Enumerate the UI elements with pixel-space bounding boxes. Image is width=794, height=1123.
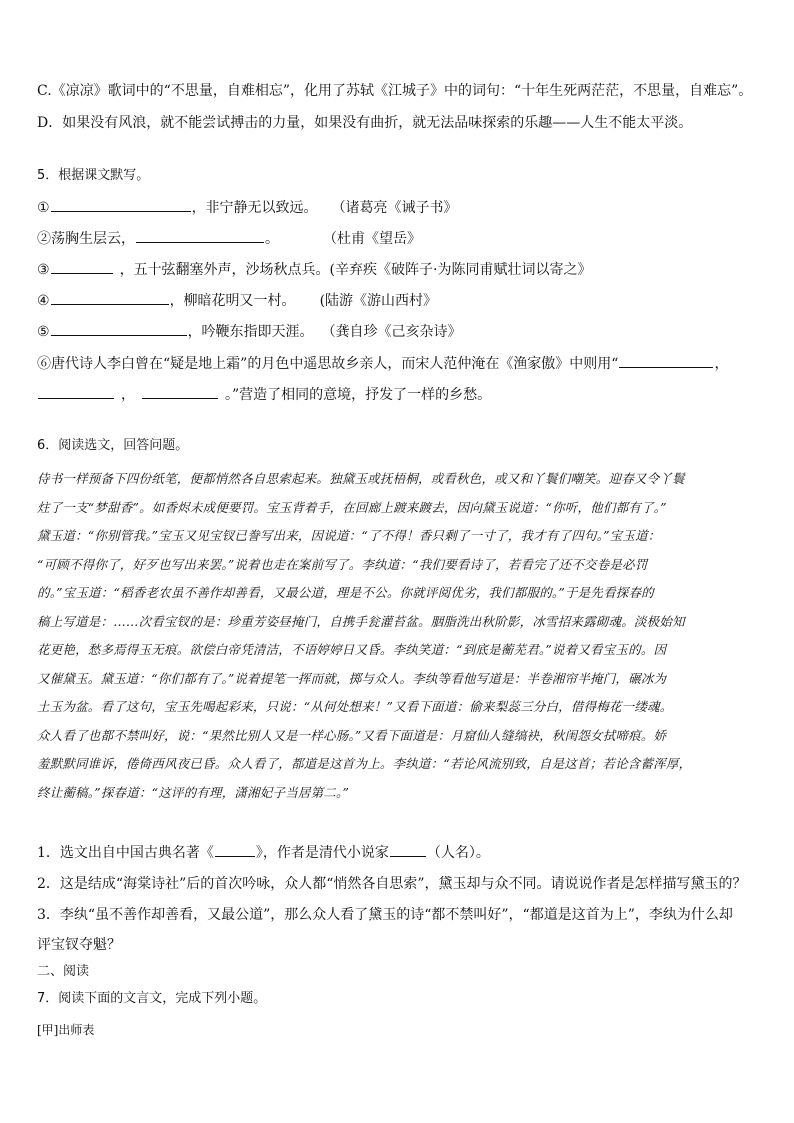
answer-blank[interactable] <box>142 384 218 399</box>
q7-title: 7．阅读下面的文言文，完成下列小题。 <box>37 991 267 1006</box>
q5-l3-text: ，五十弦翻塞外声，沙场秋点兵。(辛弃疾《破阵子·为陈同甫赋壮词以寄之》 <box>119 262 592 278</box>
q5-line-1 <box>37 197 458 218</box>
answer-blank[interactable] <box>51 321 187 336</box>
q5-line-4 <box>37 290 437 311</box>
option-c: C.《凉凉》歌词中的“不思量，自难相忘”，化用了苏轼《江城子》中的词句：“十年生死两茫茫，不思量，自难忘”。 <box>37 83 753 99</box>
passage-line: 炷了一支“梦甜香”。如香烬未成便要罚。宝玉背着手，在回廊上踱来踱去，因向黛玉说道：“你听，他们都有了。” <box>37 499 667 515</box>
section-2-title: 二、阅读 <box>37 964 90 979</box>
answer-blank[interactable] <box>38 384 114 399</box>
passage-line: 的。”宝玉道：“稻香老农虽不善作却善看，又最公道，理是不公。你就评阅优劣，我们都服的。”于是先看探春的 <box>37 585 654 600</box>
q7-sub-title: [甲]出师表 <box>37 1023 95 1037</box>
q5-line-6-cont <box>37 384 491 405</box>
q6-sub-3-cont: 评宝钗夺魁？ <box>37 937 121 953</box>
q6-s1-text: 1．选文出自中国古典名著《 <box>37 845 214 861</box>
passage-line: 黛玉道：“你别管我。”宝玉又见宝钗已誊写出来，因说道：“了不得！香只剩了一寸了，我才有了四句。”宝玉道： <box>37 528 661 543</box>
passage-line: 又催黛玉。黛玉道：“你们都有了。”说着提笔一挥而就，掷与众人。李纨等看他写道是：半卷湘帘半掩门，碾冰为 <box>37 670 667 686</box>
q5-title: 5．根据课文默写。 <box>37 168 150 183</box>
q5-l6-end: 。”营造了相同的意境，抒发了一样的乡愁。 <box>225 387 492 403</box>
q6-sub-3: 3．李纨“虽不善作却善看，又最公道”，那么众人看了黛玉的诗“都不禁叫好”，“都道是这首为上”，李纨为什么却 <box>37 907 733 923</box>
q5-line-3 <box>37 259 591 280</box>
q5-l1-source: （诸葛亮《诫子书》 <box>331 200 458 216</box>
answer-blank[interactable] <box>51 290 169 305</box>
q6-sub-1 <box>37 842 490 863</box>
q6-title: 6．阅读选文，回答问题。 <box>37 438 189 453</box>
q5-l4-text: ，柳暗花明又一村。 <box>169 293 296 309</box>
q5-line-6 <box>37 353 728 374</box>
option-d: D．如果没有风浪，就不能尝试搏击的力量，如果没有曲折，就无法品味探索的乐趣——人生不能太平淡。 <box>37 115 693 131</box>
q5-l1-text: ，非宁静无以致远。 <box>191 200 318 216</box>
q5-l4-marker: ④ <box>37 293 50 309</box>
q5-l2-text: ②荡胸生层云， <box>37 231 135 247</box>
answer-blank[interactable] <box>136 228 264 243</box>
q6-s1-end: （人名）。 <box>426 845 490 861</box>
q5-l6-comma2: ， <box>121 387 135 403</box>
answer-blank[interactable] <box>390 842 426 857</box>
passage-line: 众人看了也都不禁叫好，说：“果然比别人又是一样心肠。”又看下面道是：月窟仙人缝缟袂，秋闺怨女拭啼痕。娇 <box>37 727 667 743</box>
q5-l5-marker: ⑤ <box>37 324 50 340</box>
q6-sub-2: 2．这是结成“海棠诗社”后的首次吟咏，众人都“悄然各自思索”，黛玉却与众不同。请说说作者是怎样描写黛玉的？ <box>37 876 747 892</box>
answer-blank[interactable] <box>51 259 113 274</box>
q5-line-2 <box>37 228 421 249</box>
answer-blank[interactable] <box>215 842 255 857</box>
reading-passage <box>37 465 757 807</box>
q6-s1-mid: 》，作者是清代小说家 <box>255 845 389 861</box>
q5-l1-marker: ① <box>37 200 50 216</box>
q5-l2-end: 。 <box>265 231 279 247</box>
passage-line: 侍书一样预备下四份纸笔，便都悄然各自思索起来。独黛玉或抚梧桐，或看秋色，或又和丫鬟们嘲笑。迎春又令丫鬟 <box>37 471 685 486</box>
q5-l6-comma: ， <box>714 356 729 372</box>
q5-line-5 <box>37 321 462 342</box>
passage-line: 终让蘅稿。”探春道：“这评的有理，潇湘妃子当居第二。” <box>37 784 350 800</box>
q5-l6-text: ⑥唐代诗人李白曾在“疑是地上霜”的月色中遥思故乡亲人，而宋人范仲淹在《渔家傲》中则用“ <box>37 356 619 372</box>
passage-line: 花更艳，愁多焉得玉无痕。欲偿白帝凭清洁，不语婷婷日又昏。李纨笑道：“到底是蘅芜君。”说着又看宝玉的。因 <box>37 642 667 657</box>
answer-blank[interactable] <box>619 353 713 368</box>
passage-line: “可顾不得你了，好歹也写出来罢。”说着也走在案前写了。李纨道：“我们要看诗了，若看完了还不交卷是必罚 <box>37 556 648 572</box>
passage-line: 土玉为盆。看了这句，宝玉先喝起彩来，只说：“从何处想来！”又看下面道：偷来梨蕊三分白，借得梅花一缕魂。 <box>37 699 673 714</box>
passage-line: 稿上写道是：……次看宝钗的是：珍重芳姿昼掩门，自携手瓮灌苔盆。胭脂洗出秋阶影，冰雪招来露砌魂。淡极始知 <box>37 613 685 629</box>
q5-l5-text: ，吟鞭东指即天涯。 <box>187 324 314 340</box>
q5-l3-marker: ③ <box>37 262 50 278</box>
q5-l4-source: (陆游《游山西村》 <box>319 293 438 309</box>
passage-line: 羞默默同谁诉，倦倚西风夜已昏。众人看了，都道是这首为上。李纨道：“若论风流别致，自是这首；若论含蓄浑厚， <box>37 756 692 771</box>
answer-blank[interactable] <box>51 197 191 212</box>
q5-l2-source: （杜甫《望岳》 <box>323 231 421 247</box>
q5-l5-source: （龚自珍《己亥杂诗》 <box>321 324 462 340</box>
